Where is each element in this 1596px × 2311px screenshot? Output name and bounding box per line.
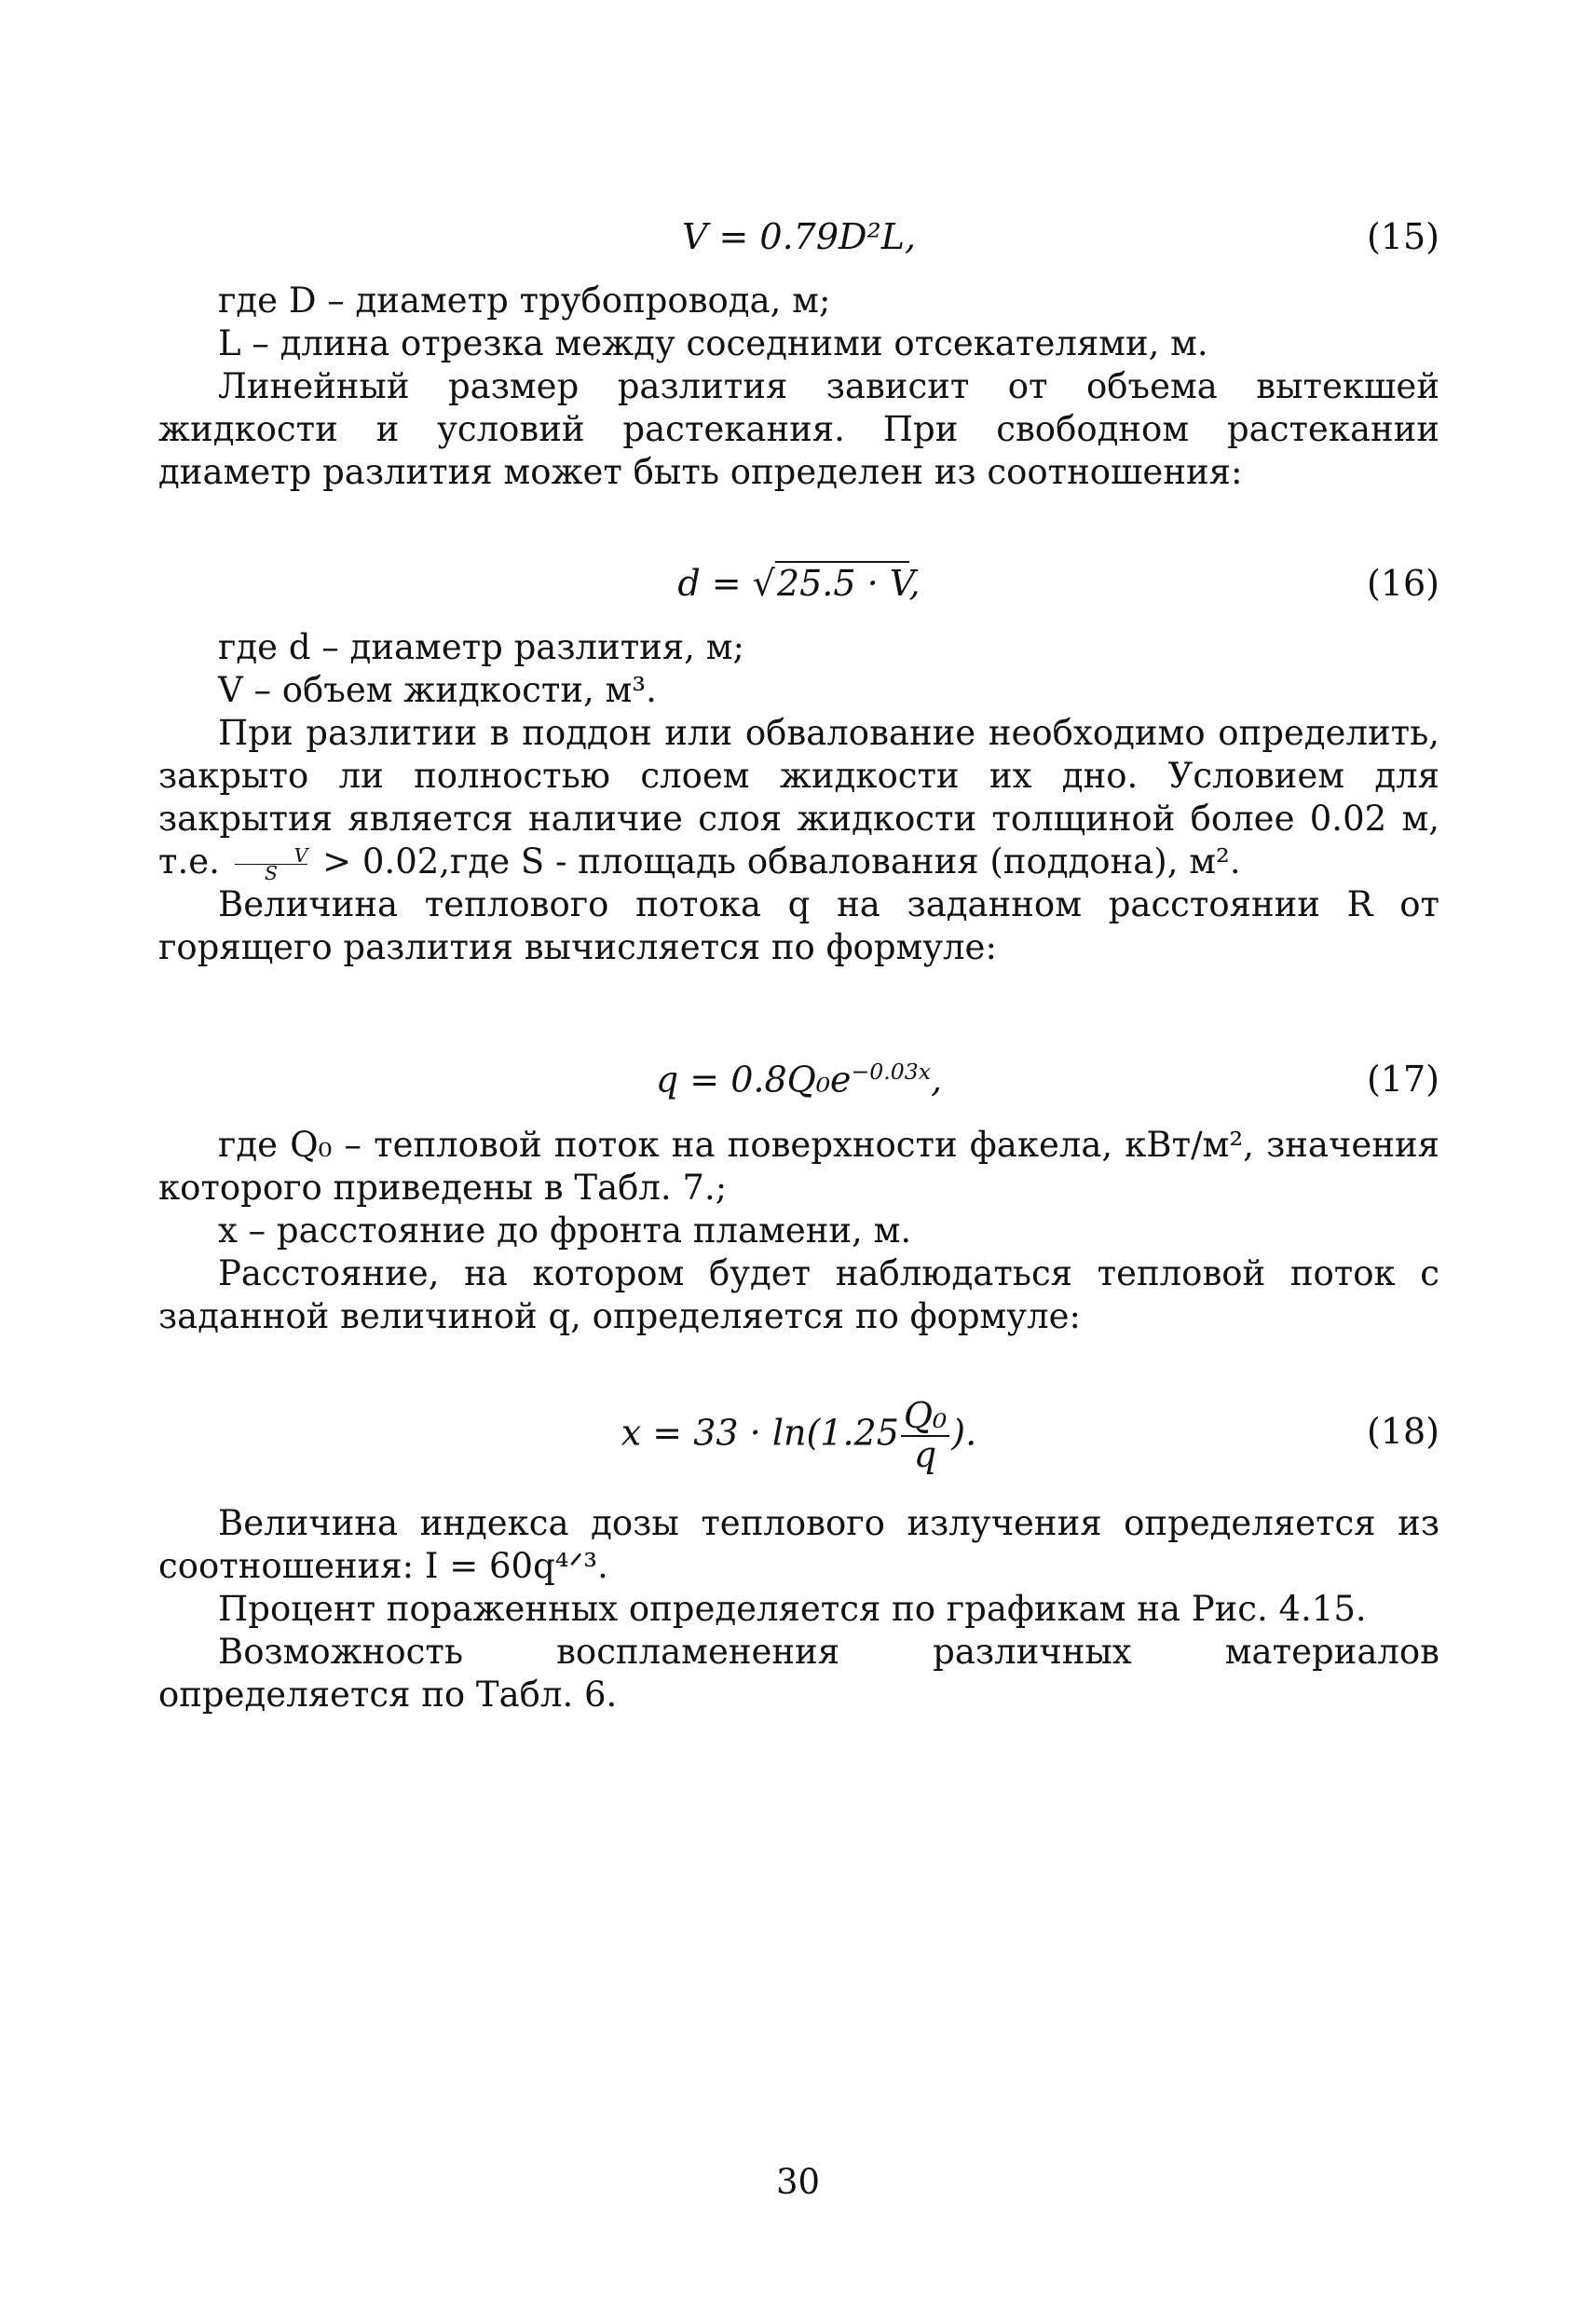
definition-D: где D – диаметр трубопровода, м; — [218, 280, 831, 321]
paragraph-heat-flux: Величина теплового потока q на заданном расстоянии R от горящего разлития вычисляется по формуле: — [158, 884, 1439, 967]
paragraph-tray-condition — [158, 712, 1439, 883]
formula-18-fraction — [901, 1395, 949, 1475]
definition-V: V – объем жидкости, м³. — [218, 670, 657, 710]
text-block-3 — [158, 1124, 1439, 1338]
formula-18-number: (18) — [1366, 1411, 1439, 1452]
formula-17-exponent: −0.03x — [851, 1059, 931, 1085]
formula-17-expression — [158, 1059, 1439, 1101]
formula-17-number: (17) — [1366, 1059, 1439, 1100]
definition-d: где d – диаметр разлития, м; — [218, 627, 744, 667]
paragraph-dose-index: Величина индекса дозы теплового излучения определяется из соотношения: I = 60q⁴ᐟ³. — [158, 1503, 1439, 1586]
formula-18-expression — [158, 1395, 1439, 1475]
formula-17 — [158, 1059, 1439, 1114]
formula-16-lhs: d = — [677, 563, 753, 604]
definition-Q0: где Q₀ – тепловой поток на поверхности факела, кВт/м², значения которого приведены в Табл. 7.; — [158, 1125, 1439, 1208]
formula-18-lhs: x = 33 · ln(1.25 — [621, 1412, 899, 1454]
text-block-1 — [158, 280, 1439, 494]
text-block-4 — [158, 1502, 1439, 1716]
paragraph-tray-condition-b: > 0.02,где S - площадь обвалования (поддона), м². — [322, 841, 1241, 882]
formula-17-main: q = 0.8Q₀e — [655, 1059, 852, 1101]
fraction-v-over-s-numerator: V — [235, 847, 308, 865]
formula-16-radicand: 25.5 · V — [776, 563, 909, 604]
fraction-v-over-s — [235, 843, 308, 884]
definition-x: x – расстояние до фронта пламени, м. — [218, 1210, 912, 1251]
formula-18-numerator: Q₀ — [901, 1398, 949, 1437]
text-block-2 — [158, 626, 1439, 969]
formula-15 — [158, 216, 1439, 272]
paragraph-ignition: Возможность воспламенения различных материалов определяется по Табл. 6. — [158, 1632, 1439, 1715]
formula-16-tail: , — [908, 563, 921, 604]
formula-16-expression — [158, 563, 1439, 604]
sqrt-sign-icon: √ — [752, 563, 775, 604]
formula-15-number: (15) — [1366, 216, 1439, 257]
formula-18-tail: ). — [951, 1412, 977, 1454]
formula-18-denominator: q — [913, 1433, 937, 1475]
formula-17-tail: , — [931, 1059, 943, 1101]
paragraph-tray-condition-a: При разлитии в поддон или обвалование необходимо определить, закрыто ли полностью слоем жидкости их дно. Условием для закрытия является наличие слоя жидкости толщиной более 0.02 м, т.е. — [158, 713, 1439, 882]
definition-L: L – длина отрезка между соседними отсекателями, м. — [218, 323, 1208, 363]
formula-18 — [158, 1395, 1439, 1482]
paragraph-spill-size: Линейный размер разлития зависит от объема вытекшей жидкости и условий растекания. При свободном растекании диаметр разлития может быть определен из соотношения: — [158, 366, 1439, 492]
paragraph-percent-affected: Процент пораженных определяется по графикам на Рис. 4.15. — [218, 1589, 1367, 1629]
page-number: 30 — [775, 2162, 821, 2202]
paragraph-distance: Расстояние, на котором будет наблюдаться тепловой поток с заданной величиной q, определяется по формуле: — [158, 1253, 1439, 1336]
fraction-v-over-s-denominator: S — [265, 862, 278, 884]
formula-16-number: (16) — [1366, 563, 1439, 604]
formula-15-expression: V = 0.79D²L, — [681, 216, 917, 257]
formula-16 — [158, 563, 1439, 619]
